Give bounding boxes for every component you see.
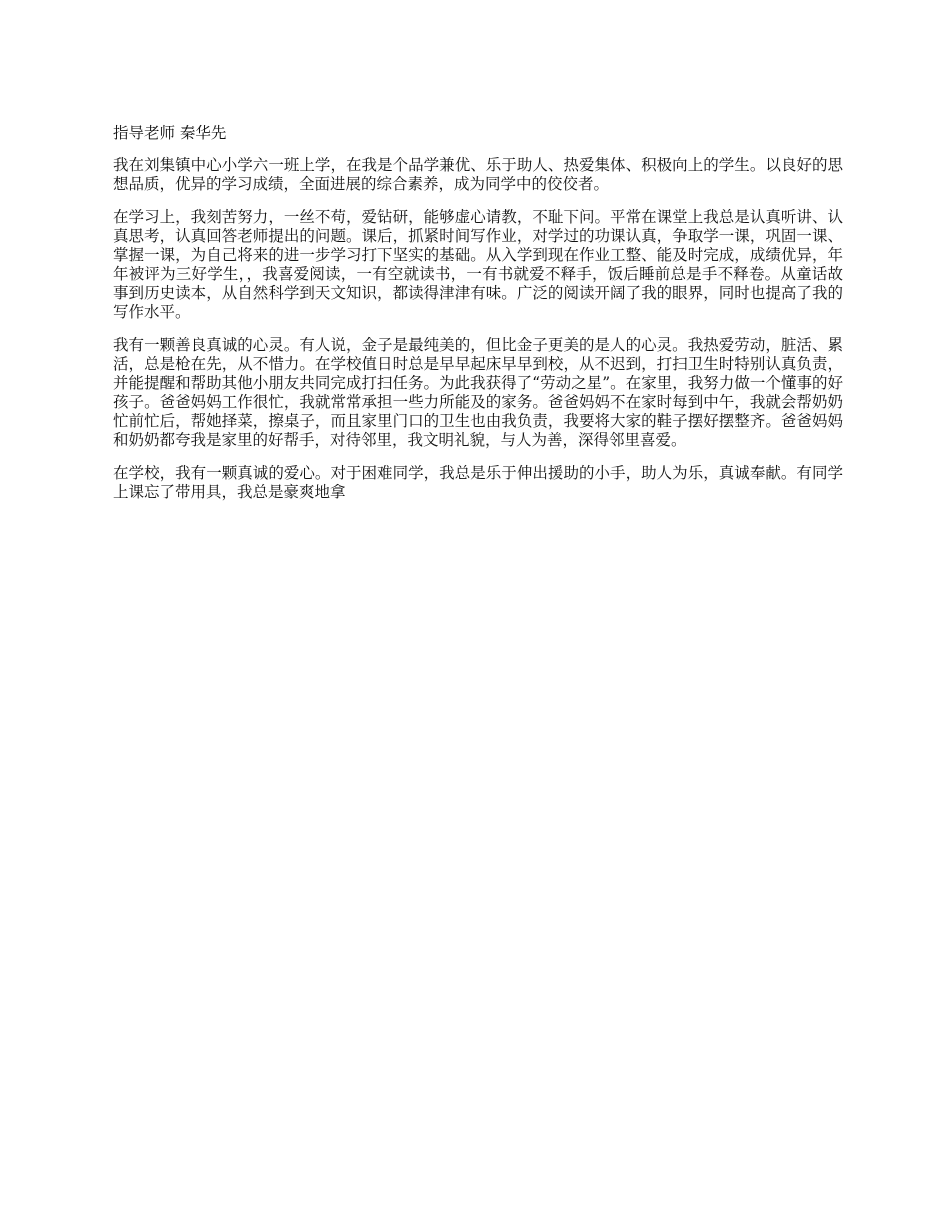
paragraph-study: 在学习上，我刻苦努力，一丝不苟，爱钻研，能够虚心请教，不耻下问。平常在课堂上我总是认真听讲、认真思考，认真回答老师提出的问题。课后，抓紧时间写作业，对学过的功课认真，争取学一课，巩固一课、掌握一课，为自己将来的进一步学习打下坚实的基础。从入学到现在作业工整、能及时完成，成绩优异，年年被评为三好学生，，我喜爱阅读，一有空就读书，一有书就爱不释手，饭后睡前总是手不释卷。从童话故事到历史读本，从自然科学到天文知识，都读得津津有味。广泛的阅读开阔了我的眼界，同时也提高了我的写作水平。 [113, 208, 843, 321]
paragraph-school-love: 在学校，我有一颗真诚的爱心。对于困难同学，我总是乐于伸出援助的小手，助人为乐，真诚奉献。有同学上课忘了带用具，我总是豪爽地拿 [113, 464, 843, 501]
document-page [113, 124, 843, 516]
paragraph-kindness: 我有一颗善良真诚的心灵。有人说，金子是最纯美的，但比金子更美的是人的心灵。我热爱劳动，脏活、累活，总是枪在先，从不惜力。在学校值日时总是早早起床早早到校，从不迟到，打扫卫生时特别认真负责，并能提醒和帮助其他小朋友共同完成打扫任务。为此我获得了“劳动之星”。在家里，我努力做一个懂事的好孩子。爸爸妈妈工作很忙，我就常常承担一些力所能及的家务。爸爸妈妈不在家时每到中午，我就会帮奶奶忙前忙后，帮她择菜，擦桌子，而且家里门口的卫生也由我负责，我要将大家的鞋子摆好摆整齐。爸爸妈妈和奶奶都夸我是家里的好帮手，对待邻里，我文明礼貌，与人为善，深得邻里喜爱。 [113, 336, 843, 449]
advisor-heading: 指导老师 秦华先 [113, 124, 227, 142]
paragraph-intro: 我在刘集镇中心小学六一班上学，在我是个品学兼优、乐于助人、热爱集体、积极向上的学生。以良好的思想品质，优异的学习成绩，全面进展的综合素养，成为同学中的佼佼者。 [113, 156, 843, 193]
